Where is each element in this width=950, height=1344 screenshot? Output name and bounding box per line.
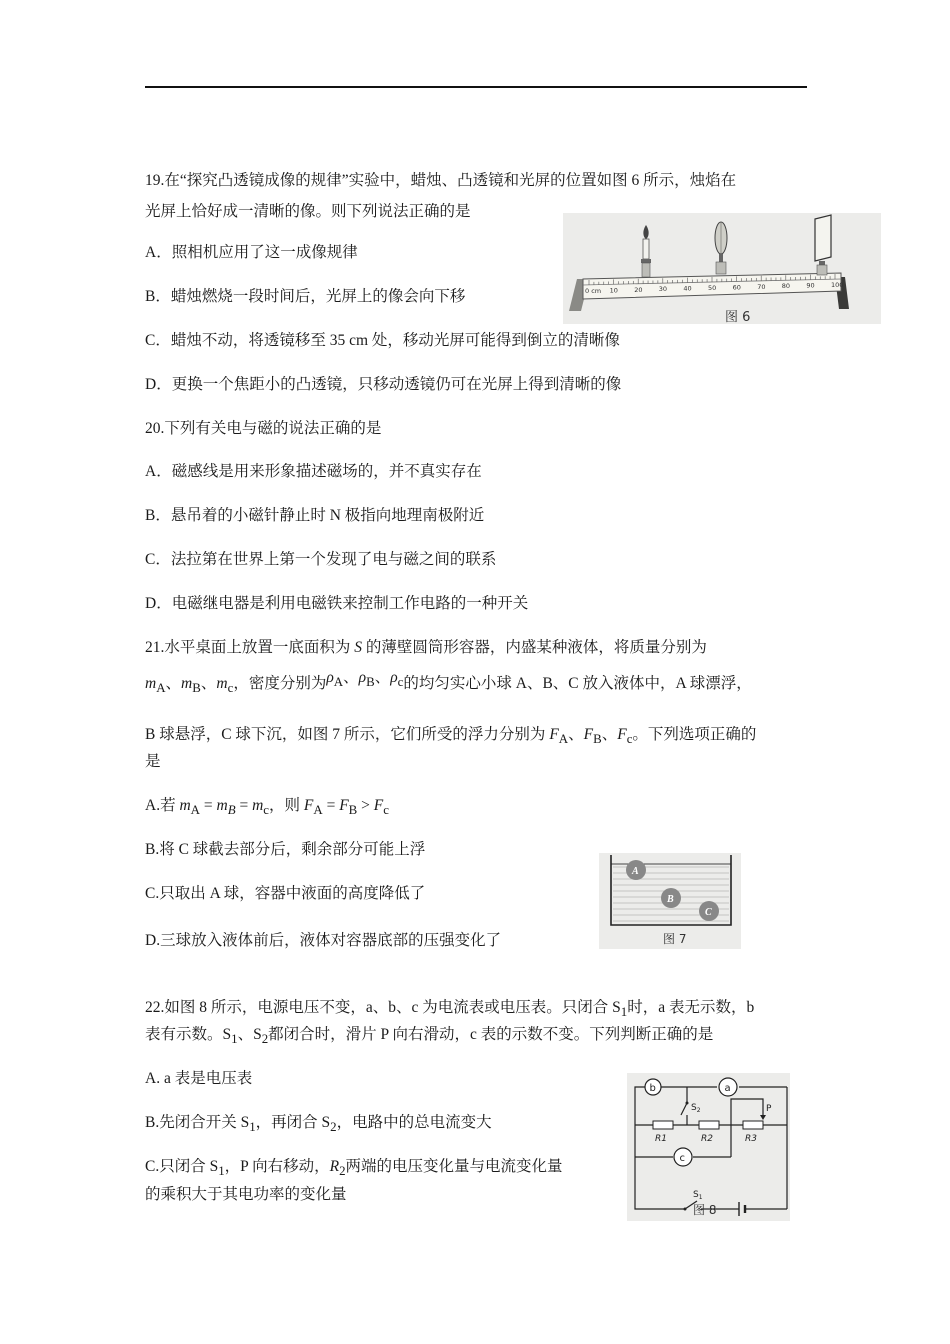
ball-b [661,888,681,908]
q20-option-a: A．磁感线是用来形象描述磁场的，并不真实存在 [145,463,482,480]
ruler-tick-label: 40 [683,284,692,293]
meter-c [674,1148,692,1166]
svg-text:a: a [724,1083,731,1094]
ruler-tick-label: 10 [609,286,618,295]
resistor-r2 [699,1121,719,1129]
ruler-tick-label: 60 [732,283,741,292]
q19-stem-line1: 19.在“探究凸透镜成像的规律”实验中，蜡烛、凸透镜和光屏的位置如图 6 所示，烛焰在 [145,172,737,189]
q19-option-b: B．蜡烛燃烧一段时间后，光屏上的像会向下移 [145,288,466,305]
q21-option-b: B.将 C 球截去部分后，剩余部分可能上浮 [145,841,426,858]
ball-a [626,860,646,880]
q21-stem-line3: B 球悬浮，C 球下沉，如图 7 所示，它们所受的浮力分别为 $F_A$、$F_B$、$F_c$。下列选项正确的 [145,726,757,747]
q22-option-c-line1: C.只闭合 $S_1$，P 向右移动，$R_2$两端的电压变化量与电流变化量 [145,1158,563,1179]
svg-text:C: C [705,907,712,918]
slider-p [760,1115,766,1120]
q22-option-a: A. a 表是电压表 [145,1070,253,1087]
q19-option-d: D．更换一个焦距小的凸透镜，只移动透镜仍可在光屏上得到清晰的像 [145,376,622,393]
resistor-r1 [653,1121,673,1129]
ruler-tick-label: 50 [708,284,717,292]
q21-stem-line4: 是 [145,753,161,770]
ruler-tick-label: 80 [781,282,791,291]
svg-text:B: B [667,894,674,905]
q22-stem-line1: 22.如图 8 所示，电源电压不变，a、b、c 为电流表或电压表。只闭合 $S_1$时，a 表无示数，b [145,999,755,1020]
svg-text:b: b [649,1083,656,1094]
ruler-tick-label: 30 [658,285,668,294]
q20-option-b: B．悬吊着的小磁针静止时 N 极指向地理南极附近 [145,507,485,524]
ball-c [699,901,719,921]
q20-option-d: D．电磁继电器是利用电磁铁来控制工作电路的一种开关 [145,595,529,612]
meter-b [645,1079,661,1095]
label-p: P [766,1104,772,1114]
convex-lens [715,222,727,274]
candle [641,225,651,277]
figure-6-caption: 图 6 [725,310,751,324]
q21-stem-line1: 21.水平桌面上放置一底面积为 S 的薄壁圆筒形容器，内盛某种液体，将质量分别为 [145,639,707,656]
resistor-r3 [743,1121,763,1129]
light-screen [815,215,831,275]
q19-stem-line2: 光屏上恰好成一清晰的像。则下列说法正确的是 [145,203,471,220]
q20-stem: 20.下列有关电与磁的说法正确的是 [145,420,382,437]
svg-text:A: A [632,866,639,877]
ruler-tick-label: 0 cm [585,287,602,295]
figure-6-optical-bench [563,213,881,324]
ruler-tick-label: 90 [806,281,815,290]
figure-7-caption: 图 7 [663,932,687,946]
figure-8-caption: 图 8 [693,1203,717,1217]
switch-s2 [681,1103,687,1115]
q19-option-a: A．照相机应用了这一成像规律 [145,244,358,261]
svg-text:c: c [679,1153,685,1164]
q22-stem-line2: 表有示数。$S_1$、$S_2$都闭合时，滑片 P 向右滑动，c 表的示数不变。下列判断正确的是 [145,1026,714,1047]
q20-option-c: C．法拉第在世界上第一个发现了电与磁之间的联系 [145,551,497,568]
q22-option-b: B.先闭合开关 $S_1$，再闭合 $S_2$，电路中的总电流变大 [145,1114,492,1135]
label-s2: $S_2$ [691,1103,701,1114]
figure-7-container [599,853,741,949]
circuit-wires [635,1087,787,1209]
q21-option-c: C.只取出 A 球，容器中液面的高度降低了 [145,885,426,902]
ruler-tick-label: 100 [831,281,844,289]
ruler-tick-label: 20 [634,285,643,294]
q22-option-c-line2: 的乘积大于其电功率的变化量 [145,1186,347,1203]
q21-option-a: A.若 $m_A = m_B = m_c$，则 $F_A = F_B > F_c$ [145,797,389,818]
ruler-tick-label: 70 [757,282,766,291]
label-s1: $S_1$ [693,1190,703,1201]
header-rule [145,86,807,88]
meter-a [719,1078,737,1096]
q19-option-c: C．蜡烛不动，将透镜移至 35 cm 处，移动光屏可能得到倒立的清晰像 [145,332,620,349]
label-r1: R1 [655,1134,667,1144]
figure-8-circuit [627,1073,790,1221]
label-r3: R3 [745,1134,757,1144]
q21-stem-line2: $m_A$、$m_B$、$m_c$，密度分别为$\rho_A$、$\rho_B$、$\rho_c$的均匀实心小球 A、B、C 放入液体中，A 球漂浮， [145,669,752,696]
q21-option-d: D.三球放入液体前后，液体对容器底部的压强变化了 [145,932,502,949]
label-r2: R2 [701,1134,713,1144]
